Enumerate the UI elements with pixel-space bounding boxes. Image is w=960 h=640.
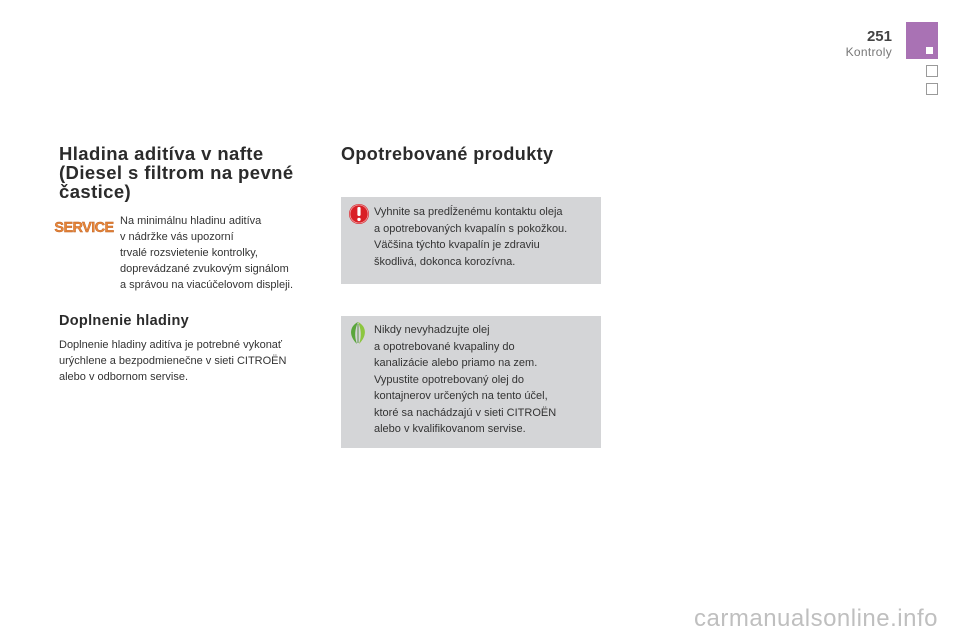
exclamation-warning-icon: [348, 203, 370, 225]
warning-note-text: Vyhnite sa predĺženému kontaktu oleja a opotrebovaných kvapalín s pokožkou. Väčšina týchto kvapalín je zdraviu škodlivá, dokonca korozívna.: [374, 206, 568, 268]
leaf-icon: [348, 321, 368, 345]
chapter-tab-active[interactable]: [906, 22, 938, 59]
watermark: carmanualsonline.info: [694, 605, 938, 632]
warning-note: [341, 197, 601, 284]
eco-note-text: Nikdy nevyhadzujte olej a opotrebované kvapaliny do kanalizácie alebo priamo na zem. Vypustite opotrebovaný olej do kontajnerov určených na tento účel, ktoré sa nachádzajú v sieti CITROËN alebo v kvalifikovanom servise.: [374, 324, 557, 435]
additive-warning-text: Na minimálnu hladinu aditíva v nádržke vás upozorní trvalé rozsvietenie kontrolky, doprevádzané zvukovým signálom a správou na viacúčelovom displeji.: [120, 215, 294, 291]
refill-subtitle: Doplnenie hladiny: [59, 313, 189, 329]
chapter-tab-next-2[interactable]: [926, 83, 938, 95]
chapter-tab-next[interactable]: [926, 65, 938, 77]
service-warning-icon: [54, 218, 114, 236]
tab-marker-icon: [926, 47, 933, 54]
page-number: 251: [866, 28, 892, 45]
eco-note: [341, 316, 601, 448]
additive-level-title: Hladina aditíva v nafte (Diesel s filtrom na pevné častice): [59, 143, 294, 202]
service-logo-text: SERVICE: [54, 220, 114, 236]
refill-text: Doplnenie hladiny aditíva je potrebné vykonať urýchlene a bezpodmienečne v sieti CITROËN alebo v odbornom servise.: [59, 339, 287, 383]
used-products-title: Opotrebované produkty: [341, 144, 554, 164]
section-name: Kontroly: [845, 45, 892, 59]
